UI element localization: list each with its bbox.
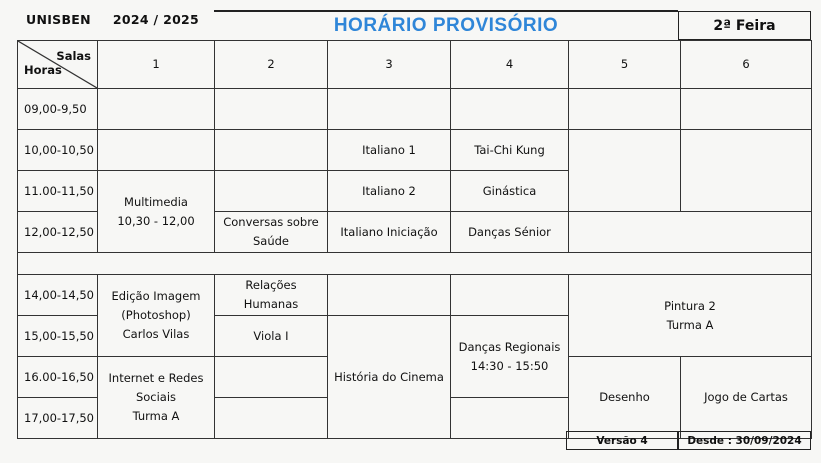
hours-label: Horas <box>24 63 62 77</box>
empty-cell <box>328 275 451 316</box>
class-conversas <box>215 212 328 253</box>
time-row-2 <box>18 130 812 171</box>
class-jogo-cartas: Jogo de Cartas <box>681 357 812 439</box>
class-line: (Photoshop) <box>121 308 191 322</box>
room-4-header: 4 <box>451 41 569 89</box>
class-line: Sociais <box>135 390 177 404</box>
class-historia-cinema: História do Cinema <box>328 316 451 439</box>
class-line: Pintura 2 <box>664 298 716 313</box>
time-row-1 <box>18 89 812 130</box>
class-line: Saúde <box>252 234 289 248</box>
since-date-label: Desde : 30/09/2024 <box>678 431 811 450</box>
room-3-header: 3 <box>328 41 451 89</box>
lunch-gap-row <box>18 253 812 275</box>
class-italiano-iniciacao: Italiano Iniciação <box>328 212 451 253</box>
version-label: Versão 4 <box>566 431 678 450</box>
day-label: 2ª Feira <box>678 11 811 40</box>
empty-cell <box>451 89 569 130</box>
empty-cell <box>451 398 569 439</box>
class-line: 10,30 - 12,00 <box>117 213 195 228</box>
page-title: HORÁRIO PROVISÓRIO <box>333 15 559 36</box>
class-line: Turma A <box>132 409 180 423</box>
empty-cell <box>215 357 328 398</box>
empty-cell <box>328 89 451 130</box>
room-6-header: 6 <box>681 41 812 89</box>
empty-cell <box>215 398 328 439</box>
time-cell: 17,00-17,50 <box>18 398 98 439</box>
rooms-label: Salas <box>56 49 91 63</box>
empty-cell <box>98 89 215 130</box>
class-tai-chi: Tai-Chi Kung <box>451 130 569 171</box>
empty-cell <box>681 130 812 212</box>
class-dancas-senior: Danças Sénior <box>451 212 569 253</box>
class-relacoes-humanas: Relações Humanas <box>215 275 328 316</box>
class-line: Conversas sobre <box>223 215 319 229</box>
class-internet <box>98 357 215 439</box>
time-cell: 09,00-9,50 <box>18 89 98 130</box>
time-cell: 14,00-14,50 <box>18 275 98 316</box>
class-line: Multimedia <box>124 194 188 209</box>
class-desenho: Desenho <box>569 357 681 439</box>
class-edicao-imagem <box>98 275 215 357</box>
class-viola: Viola I <box>215 316 328 357</box>
header-left <box>26 12 221 27</box>
class-line: Turma A <box>666 317 714 332</box>
empty-cell <box>215 130 328 171</box>
header-row <box>18 41 812 89</box>
class-line: Danças Regionais <box>458 339 561 354</box>
room-5-header: 5 <box>569 41 681 89</box>
time-row-5 <box>18 275 812 316</box>
time-cell: 10,00-10,50 <box>18 130 98 171</box>
empty-cell <box>98 130 215 171</box>
class-italiano-2: Italiano 2 <box>328 171 451 212</box>
empty-cell <box>569 89 681 130</box>
empty-cell <box>681 89 812 130</box>
time-cell: 15,00-15,50 <box>18 316 98 357</box>
empty-cell <box>215 171 328 212</box>
title-box <box>214 10 678 42</box>
room-2-header: 2 <box>215 41 328 89</box>
class-italiano-1: Italiano 1 <box>328 130 451 171</box>
class-line: Edição Imagem <box>111 289 201 303</box>
class-line: Internet e Redes <box>108 371 204 385</box>
empty-cell <box>215 89 328 130</box>
class-ginastica: Ginástica <box>451 171 569 212</box>
school-year: 2024 / 2025 <box>112 12 200 27</box>
class-pintura <box>569 275 812 357</box>
gap-cell <box>18 253 812 275</box>
empty-cell <box>569 130 681 212</box>
corner-cell <box>18 41 98 89</box>
class-multimedia <box>98 171 215 253</box>
class-dancas-regionais <box>451 316 569 398</box>
org-name: UNISBEN <box>26 12 91 27</box>
schedule-table <box>17 40 812 439</box>
time-cell: 11.00-11,50 <box>18 171 98 212</box>
class-line: 14:30 - 15:50 <box>470 358 549 373</box>
room-1-header: 1 <box>98 41 215 89</box>
class-line: Carlos Vilas <box>122 327 190 341</box>
time-cell: 16.00-16,50 <box>18 357 98 398</box>
empty-cell <box>569 212 812 253</box>
time-cell: 12,00-12,50 <box>18 212 98 253</box>
empty-cell <box>451 275 569 316</box>
